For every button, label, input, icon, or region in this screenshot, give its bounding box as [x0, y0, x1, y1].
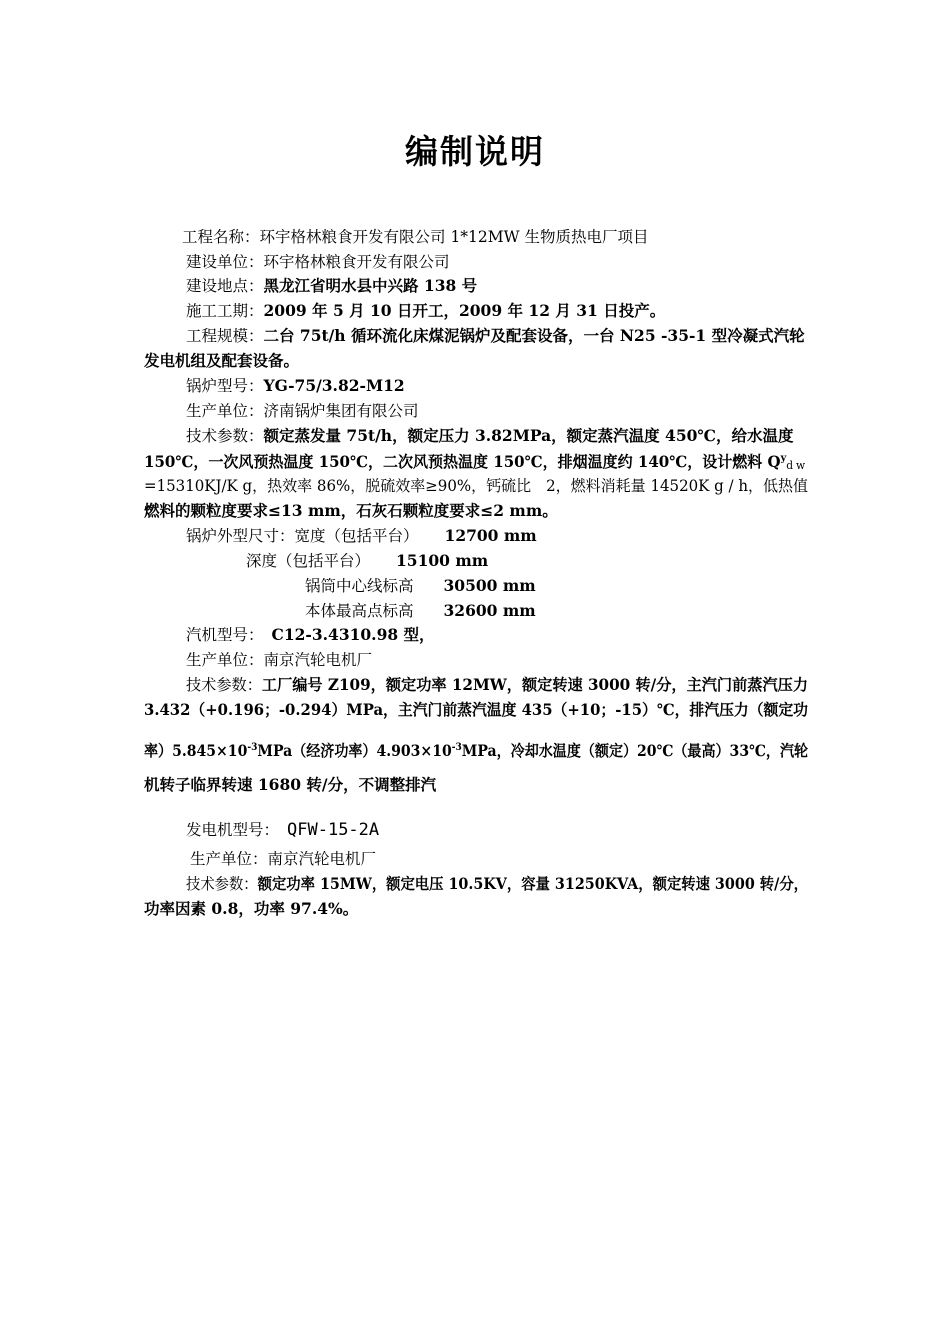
- turbine-maker-value: 南京汽轮电机厂: [263, 651, 373, 669]
- boiler-params-text2: 150℃，一次风预热温度 150℃，二次风预热温度 150℃，排烟温度约 140℃，设计燃料 Q: [144, 452, 781, 471]
- turbine-params-line1: [186, 675, 808, 695]
- project-scale-label: 工程规模：: [186, 327, 264, 345]
- project-scale-line1: [186, 326, 805, 346]
- generator-params-line2: 功率因素 0.8，功率 97.4%。: [144, 899, 359, 918]
- boiler-width-label: 宽度（包括平台）: [294, 527, 419, 545]
- boiler-model-value: YG-75/3.82-M12: [263, 376, 405, 395]
- turbine-model-value: C12-3.4310.98 型，: [271, 625, 435, 644]
- boiler-params-line4: 燃料的颗粒度要求≤13 mm，石灰石颗粒度要求≤2 mm。: [144, 501, 558, 520]
- project-site-value: 黑龙江省明水县中兴路 138 号: [263, 276, 478, 295]
- project-site-label: 建设地点：: [186, 277, 264, 295]
- turbine-params-label: 技术参数：: [186, 676, 262, 694]
- turbine-params-text3c: MPa，冷却水温度（额定）20℃（最高）33℃，汽轮: [461, 741, 809, 760]
- turbine-maker-label: 生产单位：: [186, 651, 264, 669]
- project-owner-label: 建设单位：: [186, 253, 264, 271]
- boiler-top-value: 32600 mm: [443, 601, 536, 620]
- turbine-model-label: 汽机型号：: [186, 626, 264, 644]
- boiler-width-value: 12700 mm: [444, 526, 537, 545]
- boiler-params-sup-y: y: [780, 453, 787, 464]
- generator-params-label: 技术参数：: [186, 875, 258, 893]
- project-period-label: 施工工期：: [186, 302, 264, 320]
- boiler-params-text1: 额定蒸发量 75t/h，额定压力 3.82MPa，额定蒸汽温度 450℃，给水温度: [263, 426, 794, 445]
- generator-maker-line: [190, 849, 376, 869]
- turbine-params-text3b: MPa（经济功率）4.903×10: [257, 741, 452, 760]
- boiler-dims-label: 锅炉外型尺寸：: [186, 527, 295, 545]
- turbine-params-line2: 3.432（+0.196；-0.294）MPa，主汽门前蒸汽温度 435（+10；-15）℃，排汽压力（额定功: [144, 700, 809, 719]
- project-scale-text1: 二台 75t/h 循环流化床煤泥锅炉及配套设备，一台 N25 -35-1 型冷凝式汽轮: [263, 326, 805, 345]
- boiler-drum-line: [305, 576, 536, 596]
- boiler-depth-line: [246, 551, 488, 571]
- generator-maker-label: 生产单位：: [190, 850, 268, 868]
- turbine-params-line4: 机转子临界转速 1680 转/分，不调整排汽: [144, 775, 437, 794]
- generator-model-line: [186, 820, 379, 840]
- boiler-dims-line: [186, 526, 537, 546]
- generator-model-label: 发电机型号：: [186, 821, 280, 839]
- project-site-line: [186, 276, 477, 296]
- boiler-drum-value: 30500 mm: [443, 576, 536, 595]
- generator-model-value: QFW-15-2A: [287, 820, 380, 840]
- turbine-params-text3a: 率）5.845×10: [144, 741, 248, 760]
- project-period-value: 2009 年 5 月 10 日开工，2009 年 12 月 31 日投产。: [263, 301, 666, 320]
- generator-params-line1: [186, 874, 808, 894]
- boiler-maker-value: 济南锅炉集团有限公司: [263, 402, 419, 420]
- project-owner-value: 环宇格林粮食开发有限公司: [263, 253, 450, 271]
- boiler-depth-label: 深度（包括平台）: [246, 552, 371, 570]
- boiler-params-sub-dw: dw: [786, 459, 808, 472]
- boiler-depth-value: 15100 mm: [396, 551, 489, 570]
- generator-maker-value: 南京汽轮电机厂: [267, 850, 377, 868]
- project-name-line: [182, 227, 649, 247]
- generator-params-text1: 额定功率 15MW，额定电压 10.5KV，容量 31250KVA，额定转速 3000 转/分，: [257, 874, 808, 893]
- boiler-params-line3: =15310KJ/K g，热效率 86%，脱硫效率≥90%，钙硫比 2，燃料消耗量 14520K g / h，低热值: [144, 477, 808, 495]
- turbine-params-line3: [144, 741, 808, 764]
- boiler-drum-label: 锅筒中心线标高: [305, 577, 414, 595]
- project-name-value: 环宇格林粮食开发有限公司 1*12MW 生物质热电厂项目: [259, 228, 649, 246]
- boiler-params-label: 技术参数：: [186, 427, 264, 445]
- page-title: 编制说明: [405, 132, 545, 171]
- project-owner-line: [186, 252, 450, 272]
- boiler-maker-line: [186, 401, 419, 421]
- boiler-model-label: 锅炉型号：: [186, 377, 264, 395]
- boiler-maker-label: 生产单位：: [186, 402, 264, 420]
- boiler-params-line2: [144, 452, 808, 475]
- boiler-model-line: [186, 376, 405, 396]
- boiler-top-label: 本体最高点标高: [305, 602, 414, 620]
- boiler-params-line1: [186, 426, 793, 446]
- boiler-top-line: [305, 601, 536, 621]
- turbine-params-sup1: -3: [247, 742, 258, 753]
- turbine-params-text1: 工厂编号 Z109，额定功率 12MW，额定转速 3000 转/分，主汽门前蒸汽压力: [261, 675, 809, 694]
- turbine-params-sup2: -3: [451, 742, 462, 753]
- project-name-label: 工程名称：: [182, 228, 260, 246]
- project-period-line: [186, 301, 665, 321]
- turbine-model-line: [186, 625, 435, 645]
- turbine-maker-line: [186, 650, 372, 670]
- project-scale-line2: 发电机组及配套设备。: [144, 351, 300, 370]
